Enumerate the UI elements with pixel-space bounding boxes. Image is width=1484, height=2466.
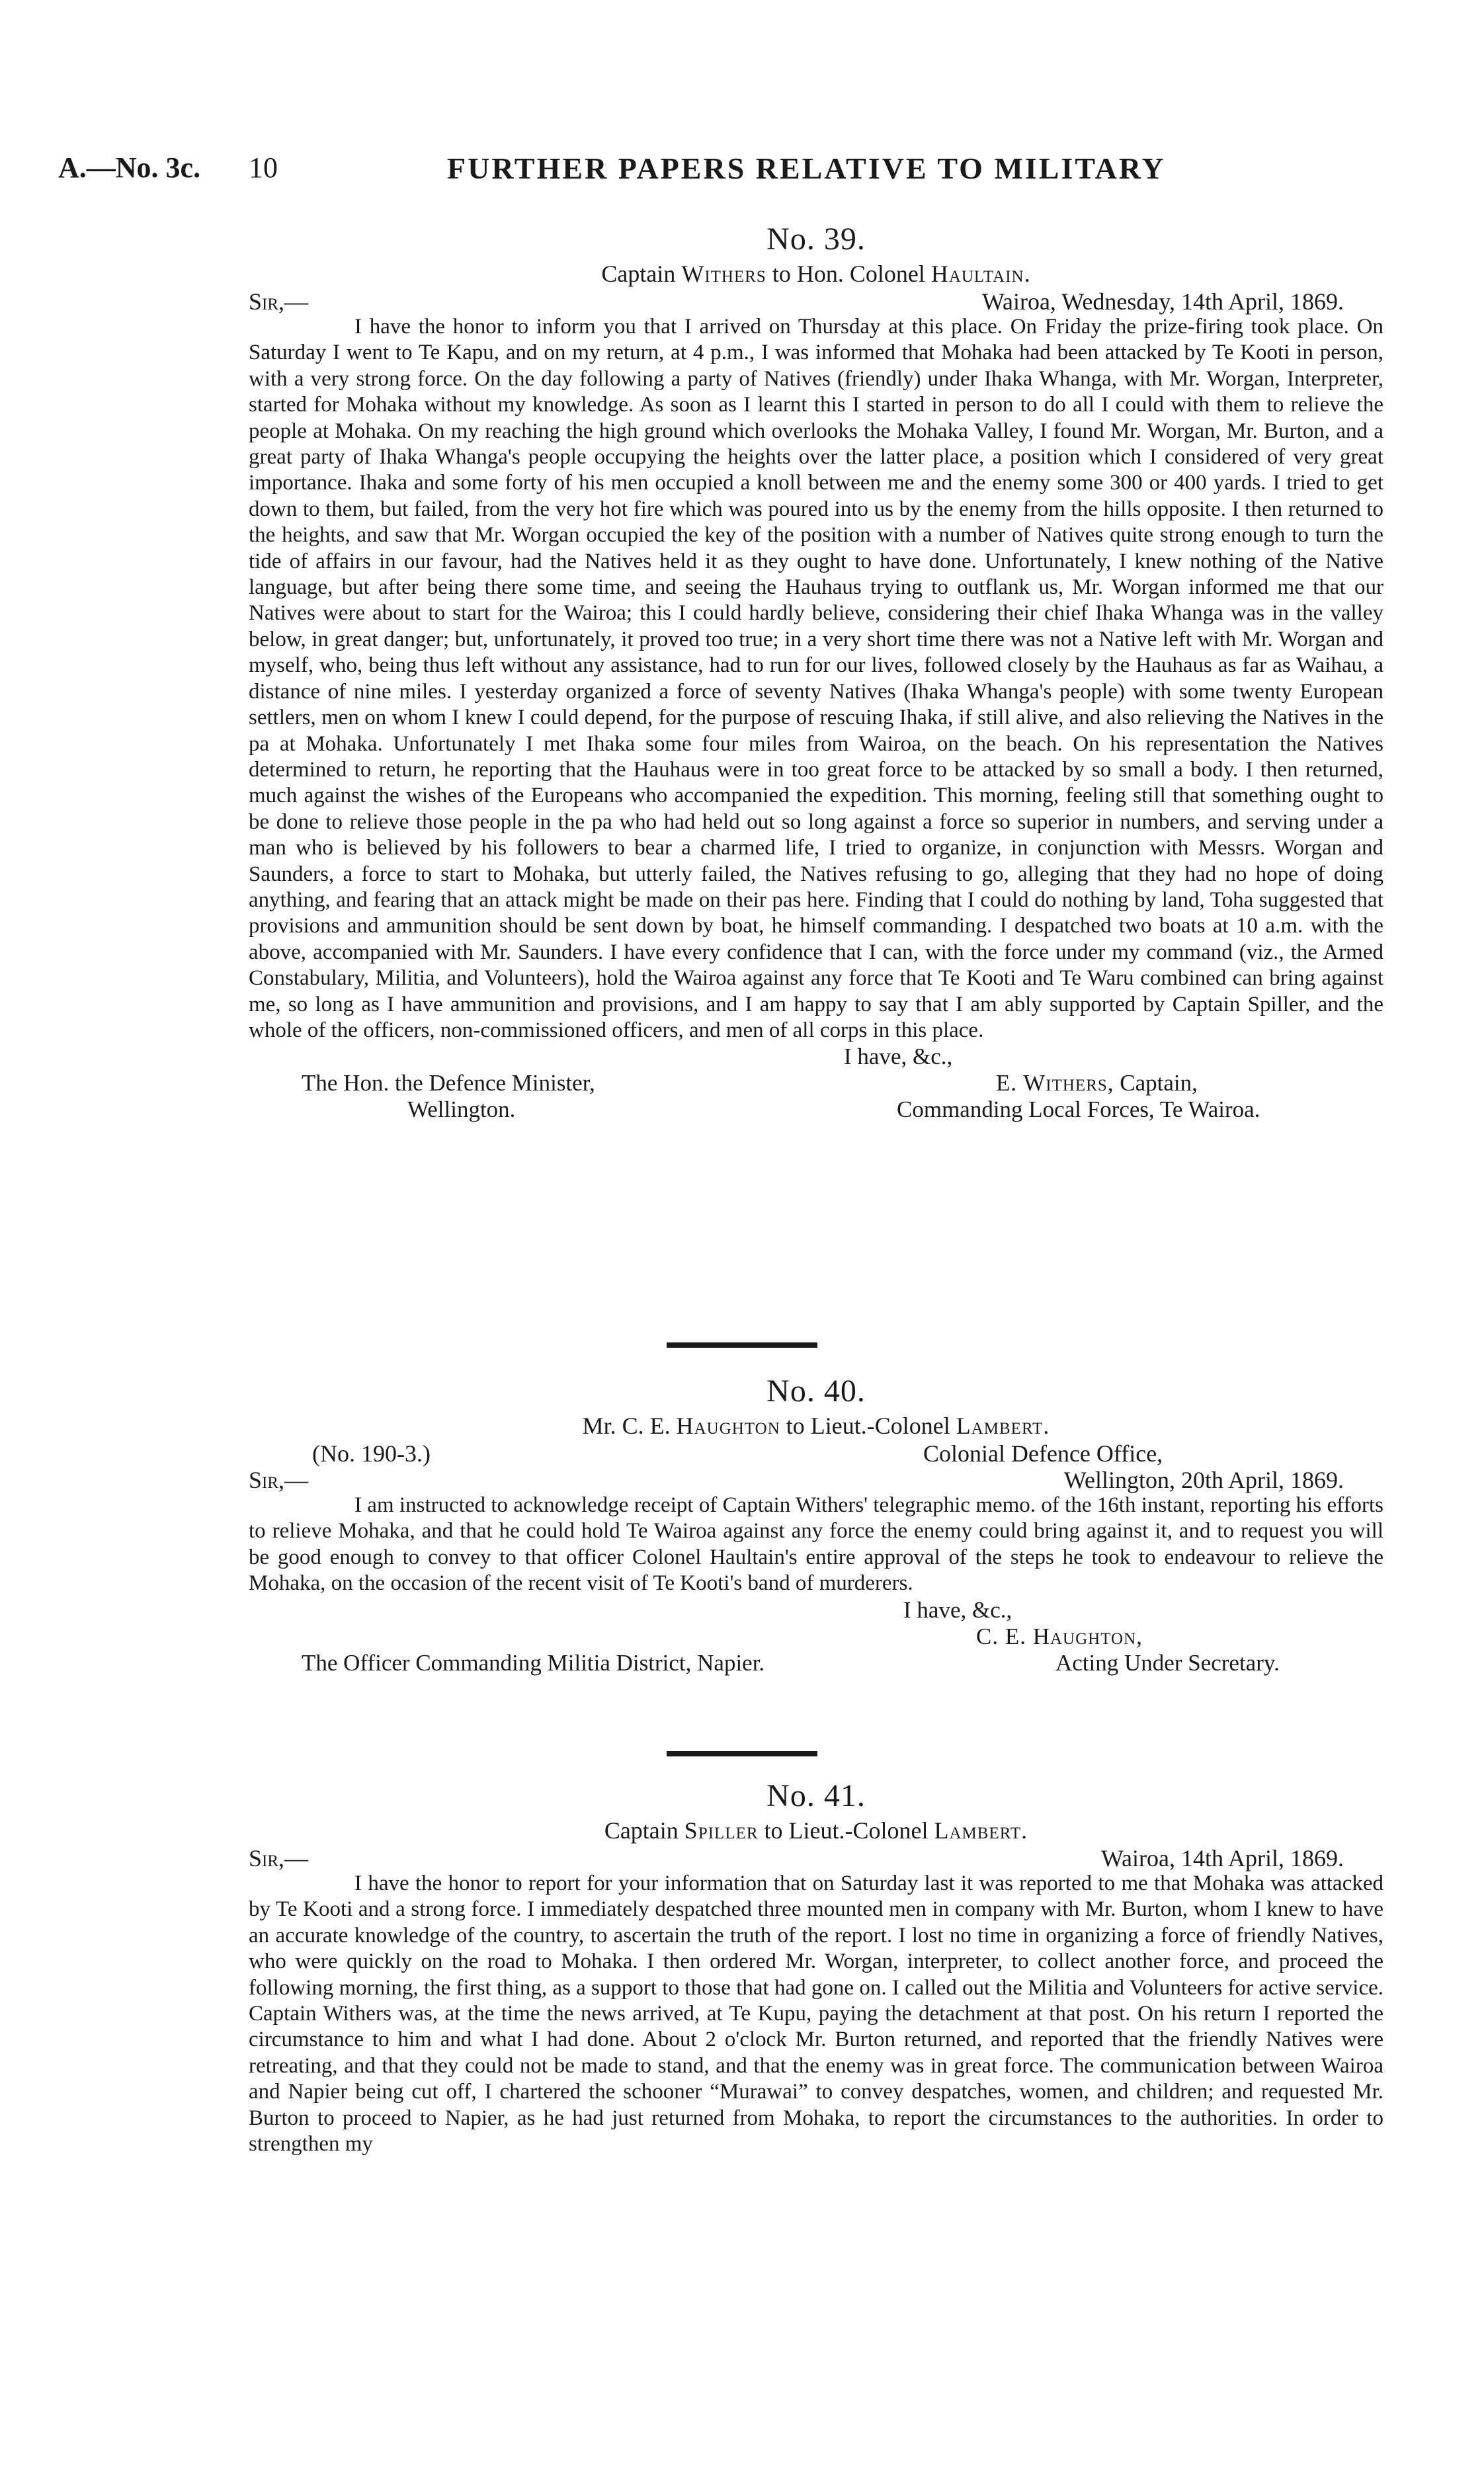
page-reference: A.—No. 3c. — [58, 151, 201, 184]
place-date: Wairoa, 14th April, 1869. — [1100, 1845, 1344, 1871]
closing: I have, &c., — [903, 1596, 1012, 1623]
addressee: The Hon. the Defence Minister, — [302, 1070, 595, 1096]
section-divider — [667, 1751, 817, 1756]
sender-name: Withers — [681, 261, 766, 287]
letter-body: I am instructed to acknowledge receipt of Captain Withers' telegraphic memo. of the 16th instant, reporting his efforts to relieve Mohaka, and that he could hold Te Wairoa against any force the enemy could bring against it, and to request you will be good enough to convey to that officer Colonel Haultain's entire approval of the steps he took to endeavour to relieve the Mohaka, on the occasion of the recent visit of Te Kooti's band of murderers. — [249, 1493, 1383, 1596]
running-title: FURTHER PAPERS RELATIVE TO MILITARY — [447, 151, 1166, 185]
running-header — [58, 151, 1427, 190]
place-date: Wellington, 20th April, 1869. — [1063, 1467, 1344, 1493]
letter-number: No. 39. — [766, 222, 866, 257]
letter-heading: Captain Withers to Hon. Colonel Haultain. — [601, 261, 1031, 287]
office-name: Colonial Defence Office, — [923, 1440, 1163, 1467]
reference-row — [249, 1440, 1383, 1466]
signature-title: Commanding Local Forces, Te Wairoa. — [897, 1096, 1260, 1123]
section-divider — [667, 1342, 817, 1348]
letter-number: No. 41. — [766, 1778, 866, 1813]
letter-body: I have the honor to report for your information that on Saturday last it was reported to me that Mohaka was attacked by Te Kooti and a strong force. I immediately despatched three mounted men in company with Mr. Burton, whom I knew to have an accurate knowledge of the country, to ascertain the truth of the report. I lost no time in organizing a force of friendly Natives, who were quickly on the road to Mohaka. I then ordered Mr. Worgan, interpreter, to collect another force, and proceed the following morning, the first thing, as a support to those that had gone on. I called out the Militia and Volunteers for active service. Captain Withers was, at the time the news arrived, at Te Kupu, paying the detachment at that post. On his return I reported the circumstance to him and what I had done. About 2 o'clock Mr. Burton returned, and reported that the friendly Natives were retreating, and that they could not be made to stand, and that the enemy was in great force. The communication between Wairoa and Napier being cut off, I chartered the schooner “Murawai” to convey despatches, women, and children; and requested Mr. Burton to proceed to Napier, as he had just returned from Mohaka, to report the circumstances to the authorities. In order to strengthen my — [249, 1871, 1383, 2157]
salutation-row — [249, 1844, 1383, 1871]
letter-40 — [249, 1373, 1383, 1676]
sender-name: Haughton — [676, 1413, 780, 1439]
recipient-name: Haultain. — [930, 261, 1031, 287]
closing-block — [249, 1044, 1383, 1123]
recipient-name: Lambert. — [934, 1817, 1028, 1844]
letter-heading: Captain Spiller to Lieut.-Colonel Lambert. — [604, 1817, 1028, 1844]
salutation-row — [249, 1466, 1383, 1493]
page-number: 10 — [249, 151, 278, 184]
signature-name: C. E. Haughton, — [976, 1623, 1143, 1649]
letter-body: I have the honor to inform you that I arrived on Thursday at this place. On Friday the prize-firing took place. On Saturday I went to Te Kapu, and on my return, at 4 p.m., I was informed that Mohaka had been attacked by Te Kooti in person, with a very strong force. On the day following a party of Natives (friendly) under Ihaka Whanga, with Mr. Worgan, Interpreter, started for Mohaka without my knowledge. As soon as I learnt this I started in person to do all I could with them to relieve the people at Mohaka. On my reaching the high ground which overlooks the Mohaka Valley, I found Mr. Worgan, Mr. Burton, and a great party of Ihaka Whanga's people occupying the heights over the latter place, a position which I considered of very great importance. Ihaka and some forty of his men occupied a knoll between me and the enemy some 300 or 400 yards. I tried to get down to them, but failed, from the very hot fire which was poured into us by the enemy from the hills opposite. I then returned to the heights, and saw that Mr. Worgan occupied the key of the position with a number of Natives quite strong enough to turn the tide of affairs in our favour, had the Natives held it as they ought to have done. Unfortunately, I knew nothing of the Native language, but after being there some time, and seeing the Hauhaus trying to outflank us, Mr. Worgan informed me that our Natives were about to start for the Wairoa; this I could hardly believe, considering their chief Ihaka Whanga was in the valley below, in great danger; but, unfortunately, it proved too true; in a very short time there was not a Native left with Mr. Worgan and myself, who, being thus left without any assistance, had to run for our lives, followed closely by the Hauhaus as far as Waihau, a distance of nine miles. I yesterday organized a force of seventy Natives (Ihaka Whanga's people) with some twenty European settlers, men on whom I knew I could depend, for the purpose of rescuing Ihaka, if still alive, and also relieving the Natives in the pa at Mohaka. Unfortunately I met Ihaka some four miles from Wairoa, on the beach. On his representation the Natives determined to return, he reporting that the Hauhaus were in too great force to be attacked by so small a body. I then returned, much against the wishes of the Europeans who accompanied the expedition. This morning, feeling still that something ought to be done to relieve those people in the pa who had held out so long against a force so superior in numbers, and serving under a man who is believed by his followers to bear a charmed life, I tried to organize, in conjunction with Messrs. Worgan and Saunders, a force to start to Mohaka, but utterly failed, the Natives refusing to go, alleging that they had no hope of doing anything, and fearing that an attack might be made on their pas here. Finding that I could do nothing by land, Toha suggested that provisions and ammunition should be sent down by boat, he himself commanding. I despatched two boats at 10 a.m. with the above, accompanied with Mr. Saunders. I have every confidence that I can, with the force under my command (viz., the Armed Constabulary, Militia, and Volunteers), hold the Wairoa against any force that Te Kooti and Te Waru combined can bring against me, so long as I have ammunition and provisions, and I am happy to say that I am ably supported by Captain Spiller, and the whole of the officers, non-commissioned officers, and men of all corps in this place. — [249, 315, 1383, 1042]
reference-number: (No. 190-3.) — [312, 1440, 431, 1467]
signature-title: Acting Under Secretary. — [1055, 1649, 1280, 1676]
recipient-name: Lambert. — [956, 1413, 1050, 1439]
sender-name: Spiller — [684, 1817, 759, 1844]
closing: I have, &c., — [844, 1044, 953, 1070]
addressee: The Officer Commanding Militia District, Napier. — [302, 1649, 765, 1676]
letter-39 — [249, 221, 1383, 1123]
salutation-row — [249, 288, 1383, 314]
closing-block — [249, 1597, 1383, 1676]
salutation: Sir,— — [249, 1467, 309, 1493]
letter-41 — [249, 1778, 1383, 2157]
salutation: Sir,— — [249, 1845, 309, 1871]
letter-number: No. 40. — [766, 1374, 866, 1409]
addressee-place: Wellington. — [407, 1096, 516, 1123]
signature-name: E. Withers, Captain, — [996, 1070, 1198, 1096]
letter-heading: Mr. C. E. Haughton to Lieut.-Colonel Lambert. — [582, 1413, 1050, 1439]
salutation: Sir,— — [249, 288, 309, 315]
place-date: Wairoa, Wednesday, 14th April, 1869. — [981, 288, 1344, 315]
